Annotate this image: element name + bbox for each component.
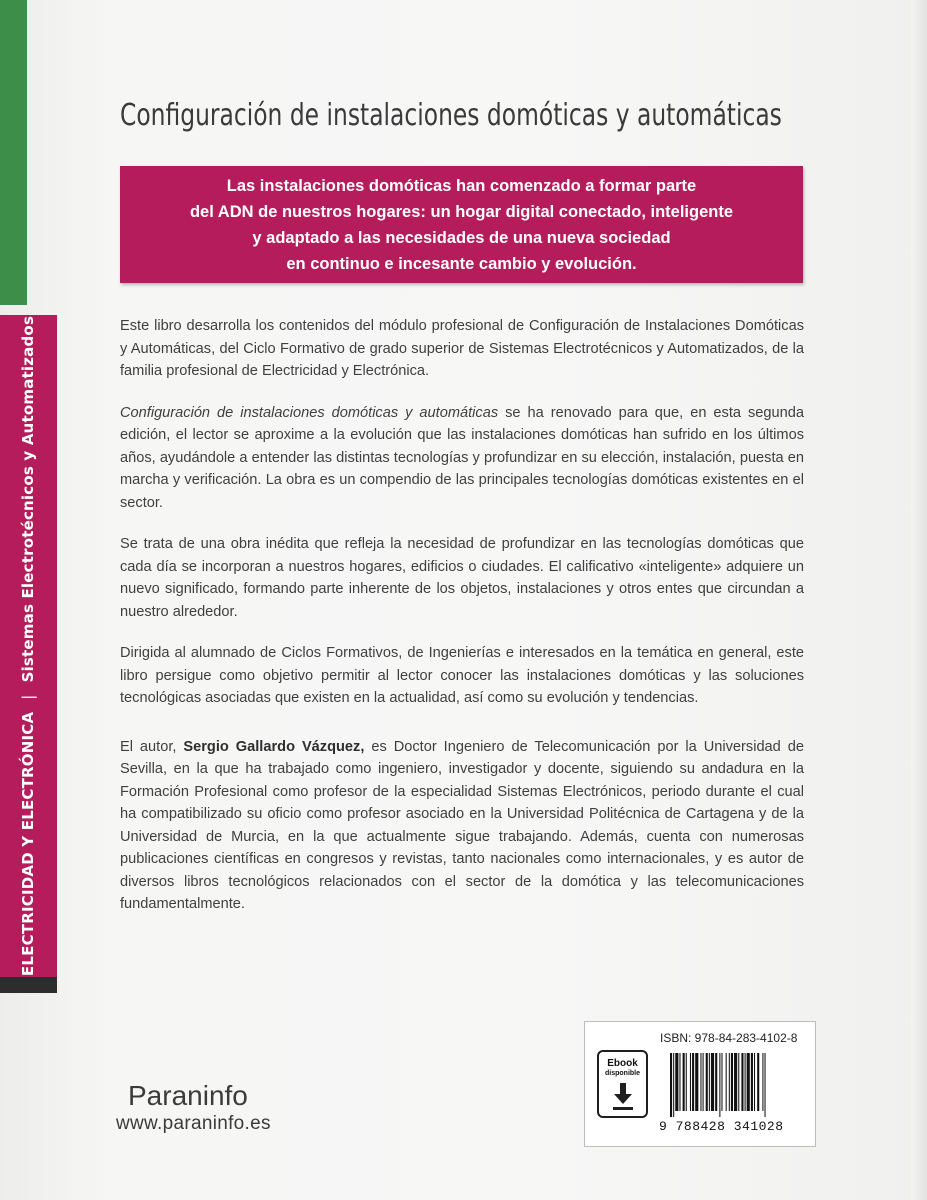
paragraph-audience: Dirigida al alumnado de Ciclos Formativos, de Ingenierías e interesados en la temática en general, este libro persigue como objetivo permitir al lector conocer las instalaciones domóticas y las soluciones tecnológicas asociadas que existen en la actualidad, así como su evolución y tendencias. bbox=[120, 645, 804, 706]
publisher-url: www.paraninfo.es bbox=[116, 1113, 271, 1134]
paragraph-module: Este libro desarrolla los contenidos del módulo profesional de Configuración de Instalaciones Domóticas y Automáticas, del Ciclo Formativo de grado superior de Sistemas Electrotécnicos y Automatizados, de la familia profesional de Electricidad y Electrónica. bbox=[120, 318, 804, 379]
highlight-line-1: Las instalaciones domóticas han comenzado a formar parte bbox=[226, 176, 697, 195]
barcode-bar bbox=[731, 1053, 733, 1111]
barcode-bar bbox=[692, 1053, 694, 1111]
barcode-bar bbox=[679, 1053, 680, 1111]
spine-separator: | bbox=[19, 694, 37, 700]
spine-label-family: ELECTRICIDAD Y ELECTRÓNICA bbox=[19, 711, 37, 977]
download-arrow-icon bbox=[610, 1082, 636, 1112]
barcode-bar bbox=[686, 1053, 687, 1111]
barcode-bar bbox=[747, 1053, 750, 1111]
author-name: Sergio Gallardo Vázquez, bbox=[183, 738, 365, 755]
barcode-bar bbox=[757, 1053, 759, 1111]
barcode-bar bbox=[695, 1053, 698, 1111]
ebook-badge-title: Ebook bbox=[607, 1058, 638, 1069]
barcode-bar bbox=[762, 1053, 763, 1111]
spine-label-cycle: Sistemas Electrotécnicos y Automatizados bbox=[19, 315, 37, 683]
barcode-bar bbox=[715, 1053, 717, 1111]
barcode-bar bbox=[754, 1053, 755, 1111]
barcode-bar bbox=[734, 1053, 737, 1111]
highlight-line-4: en continuo e incesante cambio y evolución. bbox=[286, 254, 637, 273]
spine-label bbox=[19, 316, 37, 976]
paragraph-edition-title: Configuración de instalaciones domóticas y automáticas bbox=[120, 404, 499, 421]
barcode-bar bbox=[675, 1053, 678, 1111]
ebook-badge-subtitle: disponible bbox=[605, 1070, 640, 1077]
barcode-bar bbox=[683, 1053, 685, 1111]
barcode-bar bbox=[765, 1053, 766, 1117]
barcode-bar bbox=[690, 1053, 691, 1111]
paragraph-author-text: es Doctor Ingeniero de Telecomunicación por la Universidad de Sevilla, en la que ha trabajado como ingeniero, investigador y docente, siguiendo su andadura en la Formación Profesional como profesor de la especialidad Sistemas Electrónicos, periodo durante el cual ha compatibilizado su oficio como profesor asociado en la Universidad Politécnica de Cartagena y de la Universidad de Murcia, en la que actualmente sigue trabajando. Además, cuenta con numerosas publicaciones científicas en congresos y revistas, tanto nacionales como internacionales, y es autor de diversos libros tecnológicos relacionados con el sector de la domótica y las telecomunicaciones fundamentalmente. bbox=[120, 738, 804, 912]
cover-edge-shadow bbox=[911, 0, 927, 1200]
highlight-line-2: del ADN de nuestros hogares: un hogar digital conectado, inteligente bbox=[189, 202, 734, 221]
publisher-logo-text: Paraninfo bbox=[128, 1080, 248, 1111]
barcode-bar bbox=[745, 1053, 746, 1111]
paragraph-edition bbox=[120, 402, 804, 515]
barcode bbox=[669, 1053, 807, 1117]
spine-dark-stripe bbox=[0, 977, 57, 993]
barcode-bar bbox=[738, 1053, 739, 1111]
ebook-badge bbox=[597, 1050, 648, 1118]
paragraph-novelty: Se trata de una obra inédita que refleja la necesidad de profundizar en las tecnologías domóticas que cada día se incorporan a nuestros hogares, edificios o ciudades. El calificativo «inteligente» adquiere un nuevo significado, formando parte inherente de los objetos, instalaciones y otros entes que circundan a nuestro alrededor. bbox=[120, 536, 804, 620]
isbn-panel bbox=[584, 1021, 816, 1147]
barcode-bar bbox=[711, 1053, 714, 1111]
isbn-label: ISBN: 978-84-283-4102-8 bbox=[660, 1031, 798, 1045]
barcode-bar bbox=[719, 1053, 720, 1117]
barcode-bar bbox=[751, 1053, 753, 1111]
barcode-bar bbox=[726, 1053, 727, 1111]
barcode-bar bbox=[673, 1053, 674, 1117]
spine-green-stripe bbox=[0, 0, 27, 305]
barcode-bar bbox=[709, 1053, 710, 1111]
paragraph-author-intro: El autor, bbox=[120, 738, 184, 755]
paragraph-edition-text: se ha renovado para que, en esta segunda edición, el lector se aproxime a la evolución que las instalaciones domóticas han sufrido en los últimos años, ayudándole a entender las distintas tecnologías y profundizar en su elección, instalación, puesta en marcha y verificación. La obra es un compendio de las principales tecnologías domóticas existentes en el sector. bbox=[120, 404, 804, 511]
barcode-bar bbox=[670, 1053, 672, 1117]
paragraph-author bbox=[120, 736, 804, 916]
barcode-bar bbox=[721, 1053, 722, 1111]
barcode-bar bbox=[700, 1053, 701, 1111]
barcode-bar bbox=[729, 1053, 730, 1111]
highlight-line-3: y adaptado a las necesidades de una nueva sociedad bbox=[252, 228, 671, 247]
barcode-bar bbox=[703, 1053, 704, 1111]
barcode-bar bbox=[741, 1053, 743, 1111]
description-body bbox=[120, 315, 804, 935]
highlight-text bbox=[190, 173, 733, 277]
book-title: Configuración de instalaciones domóticas y automáticas bbox=[120, 98, 782, 133]
highlight-box bbox=[120, 166, 803, 283]
barcode-digits: 9 788428 341028 bbox=[659, 1119, 784, 1134]
barcode-bar bbox=[706, 1053, 708, 1111]
